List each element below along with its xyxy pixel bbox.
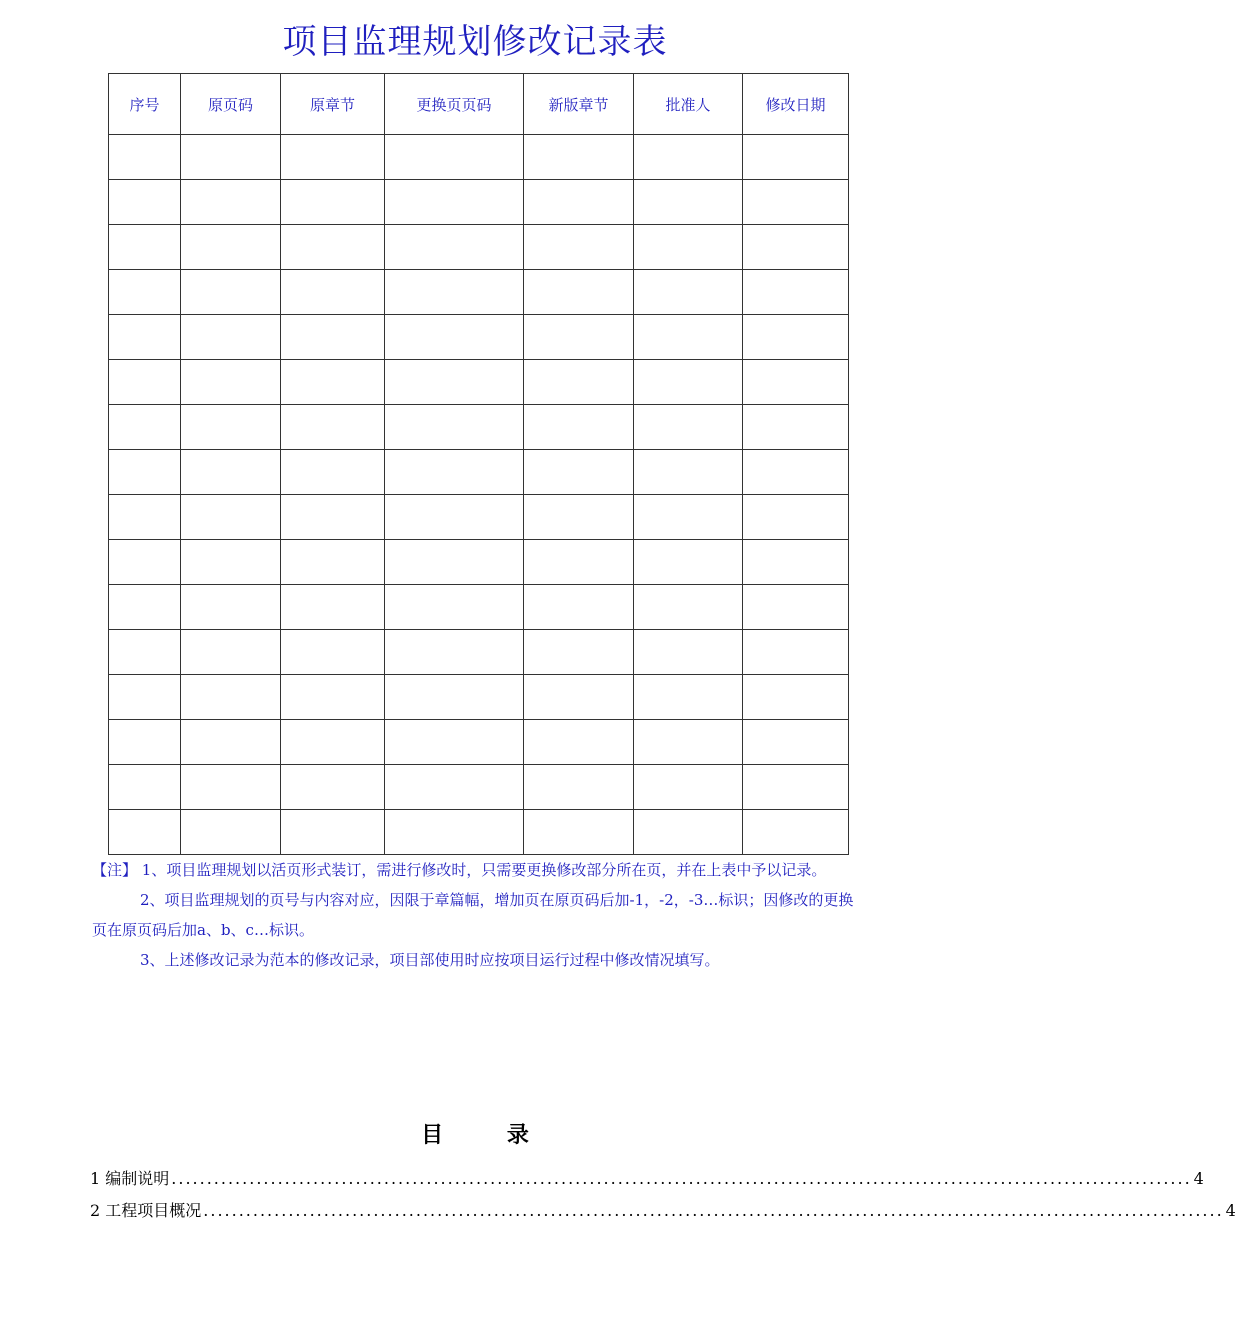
table-row: [109, 135, 849, 180]
table-cell: [109, 225, 181, 270]
toc-leader-dots: ................................................................................................................................................: [171, 1169, 1192, 1188]
table-cell: [634, 315, 743, 360]
table-row: [109, 630, 849, 675]
table-cell: [743, 810, 849, 855]
table-cell: [181, 720, 281, 765]
table-cell: [524, 810, 634, 855]
table-cell: [181, 810, 281, 855]
table-cell: [524, 405, 634, 450]
table-cell: [109, 630, 181, 675]
table-cell: [109, 585, 181, 630]
col-header-date: 修改日期: [743, 74, 849, 135]
table-cell: [385, 180, 524, 225]
table-cell: [634, 720, 743, 765]
toc-entry-label: 1 编制说明: [90, 1169, 170, 1188]
table-cell: [385, 810, 524, 855]
table-cell: [743, 180, 849, 225]
table-row: [109, 540, 849, 585]
table-cell: [181, 585, 281, 630]
toc-entry-page: 4: [1225, 1201, 1236, 1220]
table-row: [109, 495, 849, 540]
table-cell: [743, 450, 849, 495]
table-cell: [385, 495, 524, 540]
table-cell: [281, 765, 385, 810]
col-header-orig-chapter: 原章节: [281, 74, 385, 135]
table-cell: [385, 315, 524, 360]
table-cell: [634, 495, 743, 540]
table-cell: [634, 360, 743, 405]
note-3: 3、上述修改记录为范本的修改记录，项目部使用时应按项目运行过程中修改情况填写。: [140, 951, 720, 969]
table-cell: [109, 540, 181, 585]
table-cell: [281, 495, 385, 540]
table-cell: [109, 360, 181, 405]
table-cell: [634, 630, 743, 675]
table-cell: [634, 270, 743, 315]
table-cell: [524, 720, 634, 765]
table-cell: [109, 675, 181, 720]
table-cell: [524, 360, 634, 405]
table-cell: [109, 720, 181, 765]
table-cell: [281, 630, 385, 675]
notes-section: [92, 855, 862, 975]
table-row: [109, 810, 849, 855]
toc-entry[interactable]: [90, 1166, 1204, 1189]
table-cell: [524, 315, 634, 360]
table-row: [109, 765, 849, 810]
table-cell: [281, 315, 385, 360]
table-cell: [524, 270, 634, 315]
col-header-index: 序号: [109, 74, 181, 135]
table-cell: [743, 630, 849, 675]
col-header-new-chapter: 新版章节: [524, 74, 634, 135]
note-2: 2、项目监理规划的页号与内容对应，因限于章篇幅，增加页在原页码后加-1，-2，-3…标识；因修改的更换页在原页码后加a、b、c…标识。: [92, 891, 854, 939]
table-cell: [181, 360, 281, 405]
page-title: 项目监理规划修改记录表: [282, 22, 668, 62]
table-row: [109, 405, 849, 450]
table-cell: [181, 180, 281, 225]
table-cell: [743, 360, 849, 405]
col-header-replace-page: 更换页页码: [385, 74, 524, 135]
table-cell: [181, 315, 281, 360]
table-cell: [181, 540, 281, 585]
col-header-approver: 批准人: [634, 74, 743, 135]
table-header-row: [109, 74, 849, 135]
table-cell: [743, 675, 849, 720]
table-cell: [524, 135, 634, 180]
table-row: [109, 360, 849, 405]
table-cell: [281, 675, 385, 720]
table-cell: [181, 270, 281, 315]
table-cell: [524, 495, 634, 540]
table-cell: [634, 450, 743, 495]
table-cell: [181, 405, 281, 450]
table-cell: [743, 585, 849, 630]
table-cell: [181, 765, 281, 810]
table-cell: [181, 135, 281, 180]
table-cell: [385, 225, 524, 270]
table-cell: [281, 450, 385, 495]
table-cell: [281, 540, 385, 585]
toc-entry[interactable]: [90, 1198, 1236, 1221]
table-cell: [181, 450, 281, 495]
revision-table: [108, 73, 849, 855]
table-cell: [281, 180, 385, 225]
table-cell: [281, 270, 385, 315]
table-cell: [743, 495, 849, 540]
note-1: 【注】 1、项目监理规划以活页形式装订，需进行修改时，只需要更换修改部分所在页，并在上表中予以记录。: [92, 861, 827, 879]
table-cell: [385, 540, 524, 585]
table-cell: [524, 675, 634, 720]
table-cell: [634, 180, 743, 225]
table-cell: [109, 495, 181, 540]
table-row: [109, 675, 849, 720]
table-row: [109, 180, 849, 225]
table-cell: [743, 315, 849, 360]
table-cell: [281, 810, 385, 855]
table-row: [109, 450, 849, 495]
table-cell: [524, 225, 634, 270]
table-cell: [109, 135, 181, 180]
toc-title: 目 录: [421, 1122, 557, 1148]
table-cell: [109, 270, 181, 315]
table-cell: [634, 540, 743, 585]
table-cell: [181, 225, 281, 270]
table-cell: [109, 765, 181, 810]
table-cell: [524, 540, 634, 585]
toc-entry-label: 2 工程项目概况: [90, 1201, 202, 1220]
table-cell: [634, 810, 743, 855]
table-row: [109, 225, 849, 270]
table-cell: [524, 630, 634, 675]
table-cell: [743, 135, 849, 180]
table-cell: [634, 405, 743, 450]
toc-leader-dots: ................................................................................................................................................: [203, 1201, 1224, 1220]
table-cell: [181, 495, 281, 540]
table-cell: [385, 360, 524, 405]
table-cell: [109, 450, 181, 495]
table-cell: [634, 765, 743, 810]
table-row: [109, 720, 849, 765]
table-cell: [385, 450, 524, 495]
table-cell: [181, 675, 281, 720]
table-cell: [281, 405, 385, 450]
table-cell: [385, 675, 524, 720]
table-cell: [743, 540, 849, 585]
table-row: [109, 315, 849, 360]
table-cell: [385, 630, 524, 675]
table-row: [109, 585, 849, 630]
table-row: [109, 270, 849, 315]
table-cell: [109, 180, 181, 225]
table-cell: [109, 315, 181, 360]
table-cell: [281, 135, 385, 180]
table-cell: [634, 135, 743, 180]
table-cell: [281, 360, 385, 405]
table-cell: [385, 765, 524, 810]
toc-entry-page: 4: [1193, 1169, 1204, 1188]
table-cell: [281, 720, 385, 765]
table-cell: [743, 720, 849, 765]
table-cell: [524, 180, 634, 225]
table-cell: [385, 135, 524, 180]
table-cell: [281, 585, 385, 630]
table-cell: [743, 270, 849, 315]
table-cell: [743, 405, 849, 450]
table-cell: [385, 270, 524, 315]
table-cell: [634, 225, 743, 270]
table-cell: [743, 765, 849, 810]
col-header-orig-page: 原页码: [181, 74, 281, 135]
table-cell: [524, 450, 634, 495]
table-cell: [634, 585, 743, 630]
table-cell: [634, 675, 743, 720]
note-label: 【注】: [92, 861, 138, 879]
table-cell: [385, 405, 524, 450]
table-body: [109, 135, 849, 855]
table-cell: [109, 405, 181, 450]
table-cell: [281, 225, 385, 270]
table-cell: [524, 765, 634, 810]
table-cell: [385, 585, 524, 630]
table-cell: [385, 720, 524, 765]
table-cell: [743, 225, 849, 270]
table-cell: [181, 630, 281, 675]
table-cell: [524, 585, 634, 630]
table-cell: [109, 810, 181, 855]
